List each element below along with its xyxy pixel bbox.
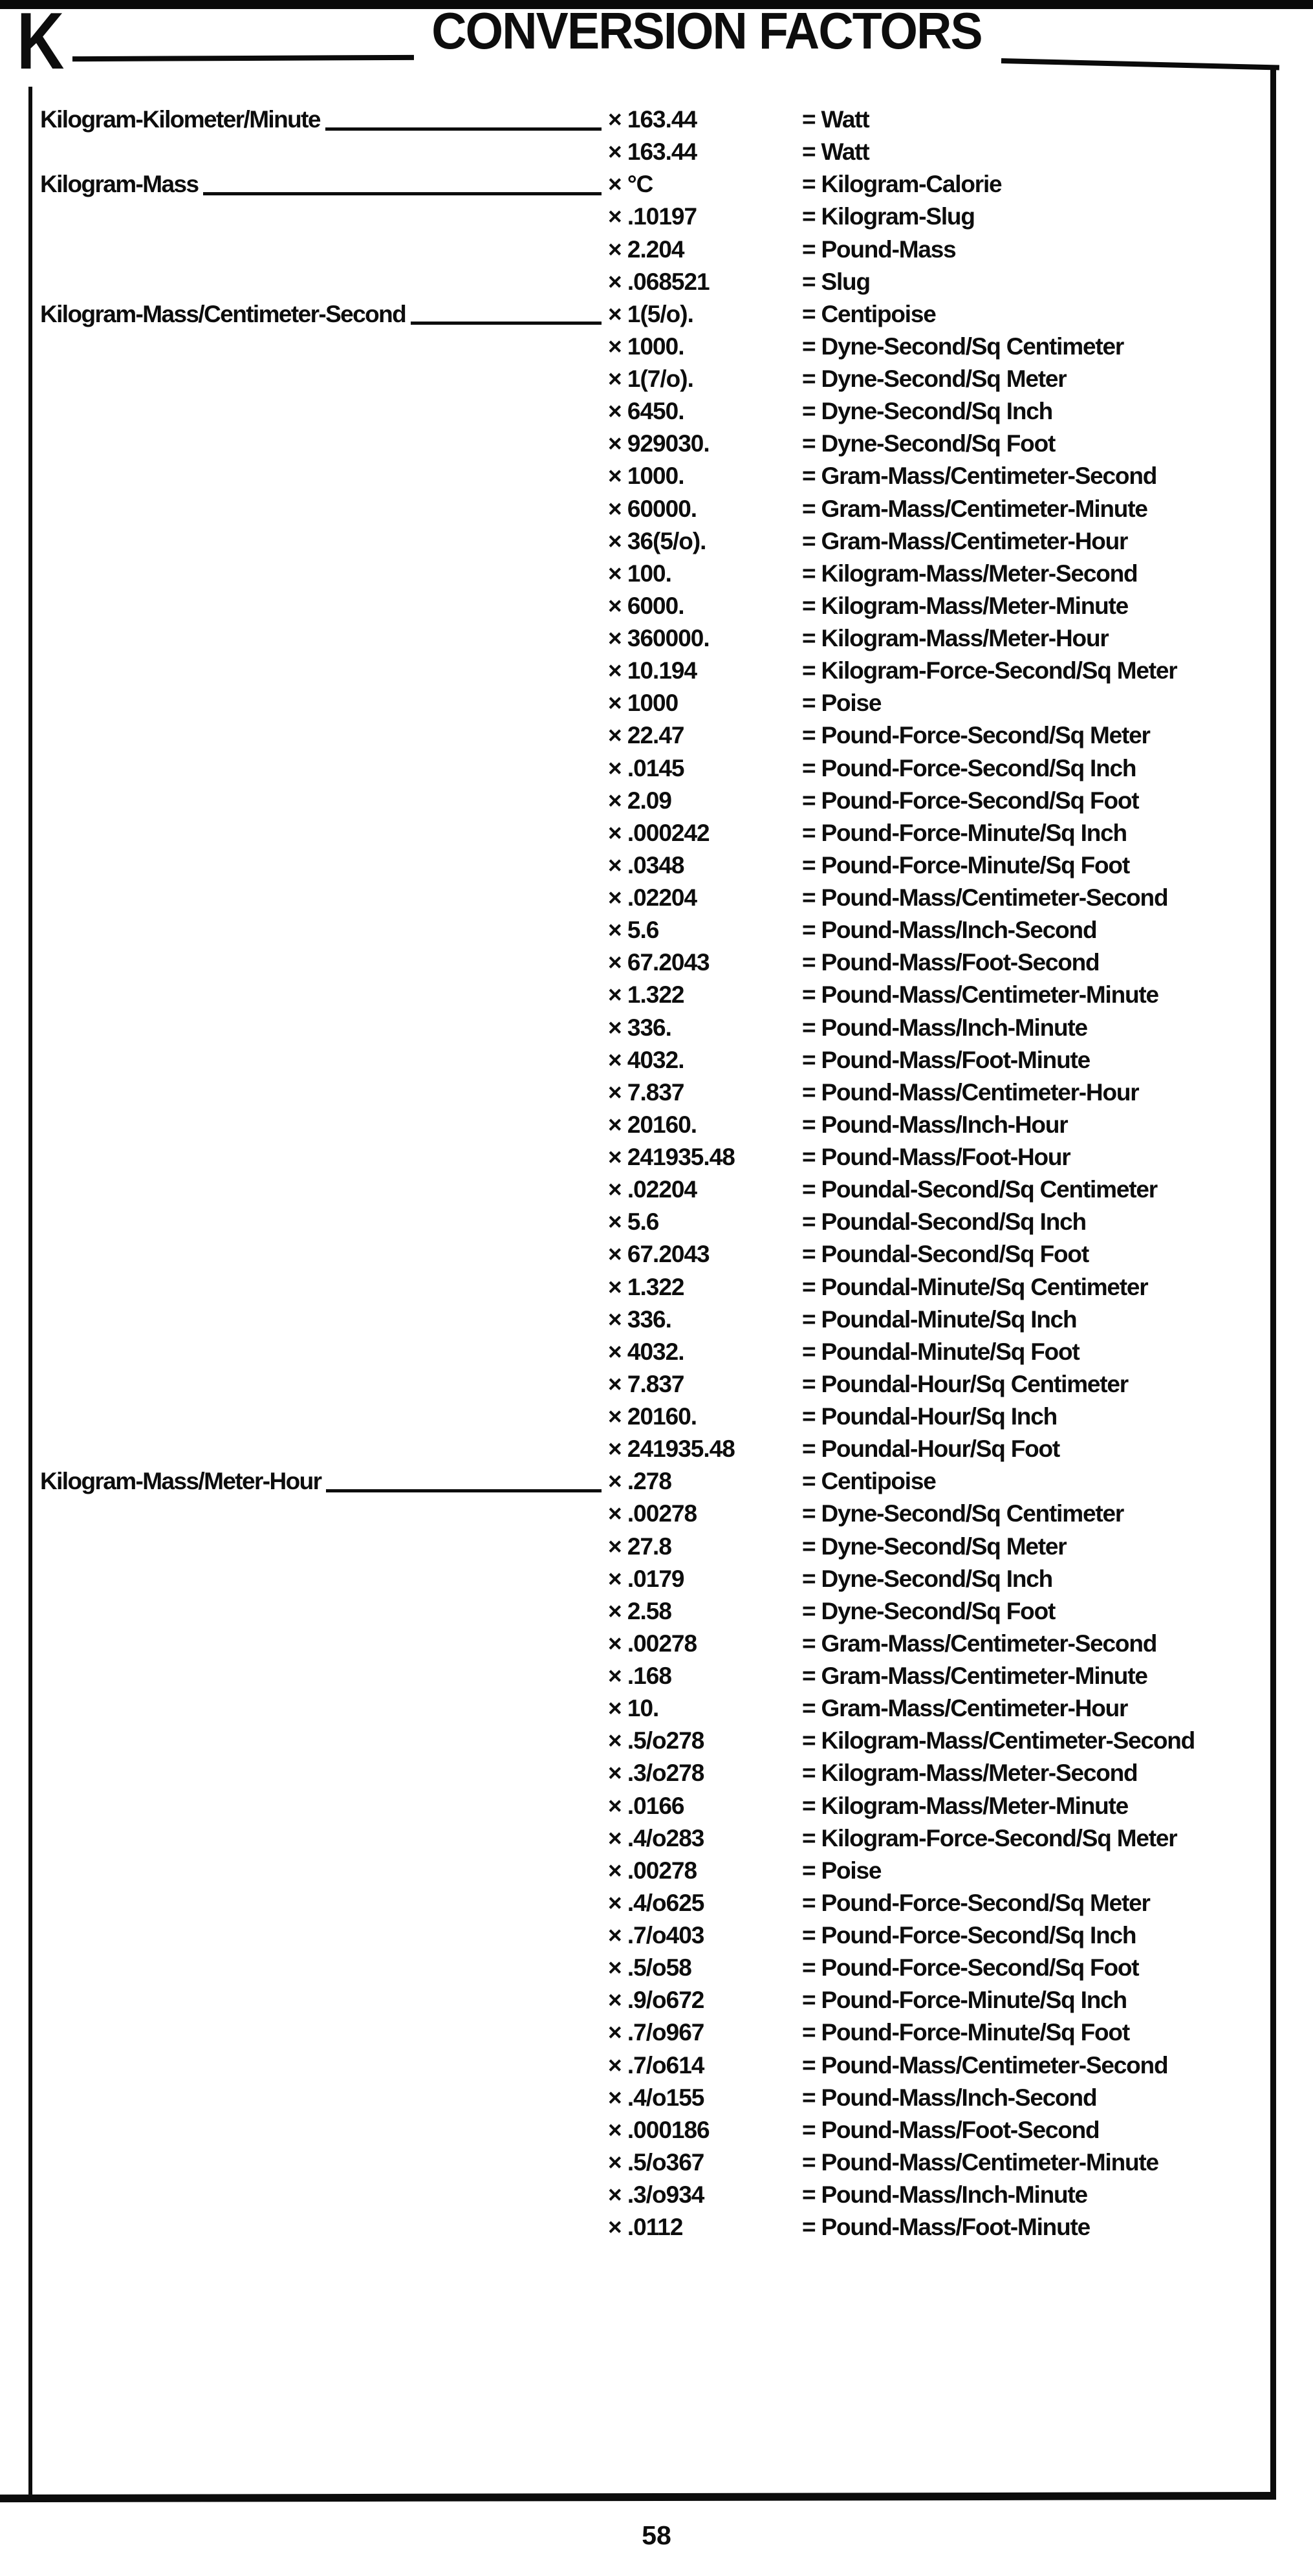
conversion-result: = Dyne-Second/Sq Centimeter <box>802 1500 1124 1527</box>
conversion-factor: × 336. <box>608 1014 671 1041</box>
conversion-result: = Pound-Mass/Foot-Second <box>802 2116 1100 2143</box>
source-unit-cell <box>40 1468 608 1495</box>
table-row <box>40 785 1268 817</box>
conversion-result: = Kilogram-Mass/Meter-Second <box>802 1760 1138 1787</box>
table-row <box>40 1692 1268 1725</box>
table-row <box>40 1465 1268 1498</box>
conversion-result: = Centipoise <box>802 1468 936 1495</box>
table-row <box>40 1725 1268 1757</box>
conversion-factor: × .10197 <box>608 203 697 230</box>
table-row <box>40 363 1268 395</box>
conversion-factor: × .068521 <box>608 268 710 295</box>
table-row <box>40 622 1268 655</box>
conversion-factor: × .02204 <box>608 884 697 911</box>
table-row <box>40 1855 1268 1887</box>
conversion-factor: × 929030. <box>608 430 710 457</box>
conversion-factor: × .000242 <box>608 819 710 846</box>
table-row <box>40 1012 1268 1044</box>
table-row <box>40 1822 1268 1855</box>
conversion-factor: × .5/o367 <box>608 2148 704 2176</box>
table-row <box>40 1238 1268 1271</box>
conversion-result: = Gram-Mass/Centimeter-Second <box>802 1630 1157 1657</box>
conversion-factor: × 60000. <box>608 495 697 522</box>
table-row <box>40 849 1268 882</box>
table-row <box>40 2114 1268 2146</box>
conversion-result: = Pound-Mass/Inch-Minute <box>802 2181 1087 2209</box>
table-row <box>40 1206 1268 1238</box>
table-row <box>40 2049 1268 2082</box>
conversion-result: = Pound-Mass/Foot-Minute <box>802 2214 1090 2241</box>
conversion-result: = Poundal-Hour/Sq Inch <box>802 1403 1057 1430</box>
table-row <box>40 234 1268 266</box>
conversion-factor: × 1000. <box>608 463 684 490</box>
table-row <box>40 2146 1268 2179</box>
conversion-factor: × 67.2043 <box>608 949 710 976</box>
conversion-factor: × 7.837 <box>608 1370 684 1397</box>
conversion-factor: × 7.837 <box>608 1078 684 1106</box>
conversion-result: = Dyne-Second/Sq Inch <box>802 1565 1053 1592</box>
table-row <box>40 460 1268 492</box>
conversion-factor: × 336. <box>608 1305 671 1333</box>
table-row <box>40 1563 1268 1595</box>
table-row <box>40 1109 1268 1141</box>
conversion-factor: × 163.44 <box>608 138 697 166</box>
table-row <box>40 719 1268 752</box>
conversion-result: = Gram-Mass/Centimeter-Hour <box>802 1695 1128 1722</box>
table-row <box>40 1336 1268 1368</box>
conversion-result: = Dyne-Second/Sq Meter <box>802 1533 1067 1560</box>
conversion-factor: × .3/o934 <box>608 2181 704 2209</box>
table-row <box>40 136 1268 168</box>
conversion-result: = Pound-Force-Minute/Sq Foot <box>802 851 1129 879</box>
table-row <box>40 395 1268 428</box>
conversion-factor: × .5/o278 <box>608 1727 704 1754</box>
table-row <box>40 525 1268 558</box>
conversion-result: = Poise <box>802 690 882 717</box>
conversion-factor: × 1.322 <box>608 981 684 1009</box>
conversion-result: = Pound-Mass/Centimeter-Second <box>802 2051 1168 2079</box>
conversion-factor: × .00278 <box>608 1500 697 1527</box>
table-row <box>40 914 1268 946</box>
conversion-result: = Pound-Mass/Inch-Second <box>802 917 1097 944</box>
table-row <box>40 1271 1268 1304</box>
conversion-result: = Pound-Force-Minute/Sq Foot <box>802 2019 1129 2046</box>
conversion-factor: × .7/o967 <box>608 2019 704 2046</box>
conversion-result: = Pound-Mass <box>802 235 956 263</box>
leader-line <box>325 127 602 131</box>
conversion-factor: × 20160. <box>608 1403 697 1430</box>
content-border-left <box>28 87 32 2494</box>
conversion-factor: × .4/o625 <box>608 1889 704 1916</box>
conversion-result: = Dyne-Second/Sq Inch <box>802 398 1053 425</box>
conversion-result: = Pound-Force-Second/Sq Inch <box>802 1922 1136 1949</box>
table-row <box>40 1076 1268 1109</box>
table-row <box>40 1595 1268 1628</box>
conversion-factor: × .9/o672 <box>608 1987 704 2014</box>
conversion-factor: × .0348 <box>608 851 684 879</box>
table-row <box>40 2179 1268 2211</box>
conversion-result: = Pound-Mass/Centimeter-Minute <box>802 2148 1158 2176</box>
conversion-factor: × 2.09 <box>608 787 671 814</box>
conversion-factor: × 6000. <box>608 592 684 619</box>
table-row <box>40 2082 1268 2114</box>
conversion-result: = Pound-Force-Second/Sq Inch <box>802 754 1136 781</box>
table-row <box>40 428 1268 460</box>
conversion-factor: × 1(7/o). <box>608 366 693 393</box>
conversion-factor: × 6450. <box>608 398 684 425</box>
conversion-factor: × .7/o614 <box>608 2051 704 2079</box>
conversion-factor: × 5.6 <box>608 917 659 944</box>
table-row <box>40 1887 1268 1919</box>
conversion-factor: × 2.58 <box>608 1597 671 1624</box>
table-row <box>40 2016 1268 2049</box>
table-row <box>40 1984 1268 2016</box>
table-row <box>40 558 1268 590</box>
conversion-result: = Pound-Mass/Foot-Hour <box>802 1144 1070 1171</box>
conversion-result: = Kilogram-Mass/Meter-Second <box>802 560 1138 587</box>
conversion-result: = Gram-Mass/Centimeter-Minute <box>802 495 1147 522</box>
conversion-table <box>40 104 1268 2243</box>
table-row <box>40 201 1268 233</box>
conversion-result: = Pound-Mass/Inch-Minute <box>802 1014 1087 1041</box>
conversion-factor: × .5/o58 <box>608 1954 691 1981</box>
table-row <box>40 493 1268 525</box>
table-row <box>40 1304 1268 1336</box>
conversion-factor: × 1.322 <box>608 1273 684 1300</box>
header-rule-left <box>72 55 414 61</box>
conversion-factor: × .02204 <box>608 1176 697 1203</box>
conversion-result: = Kilogram-Mass/Meter-Minute <box>802 592 1129 619</box>
table-row <box>40 1141 1268 1173</box>
source-unit-label: Kilogram-Mass <box>40 171 199 198</box>
conversion-factor: × 1000 <box>608 690 678 717</box>
conversion-result: = Pound-Force-Minute/Sq Inch <box>802 1987 1127 2014</box>
table-row <box>40 1044 1268 1076</box>
header-rule-right <box>1001 58 1279 71</box>
conversion-result: = Dyne-Second/Sq Foot <box>802 1597 1056 1624</box>
content-border-bottom <box>0 2492 1276 2502</box>
conversion-result: = Pound-Mass/Centimeter-Minute <box>802 981 1158 1009</box>
conversion-result: = Poundal-Minute/Sq Centimeter <box>802 1273 1148 1300</box>
conversion-result: = Pound-Force-Second/Sq Foot <box>802 787 1139 814</box>
content-border-right <box>1270 66 1276 2494</box>
conversion-result: = Gram-Mass/Centimeter-Minute <box>802 1663 1147 1690</box>
table-row <box>40 1433 1268 1465</box>
table-row <box>40 1952 1268 1984</box>
conversion-factor: × 241935.48 <box>608 1144 735 1171</box>
conversion-factor: × 100. <box>608 560 671 587</box>
conversion-factor: × 241935.48 <box>608 1435 735 1463</box>
conversion-factor: × .3/o278 <box>608 1760 704 1787</box>
conversion-result: = Pound-Mass/Centimeter-Hour <box>802 1078 1139 1106</box>
conversion-result: = Kilogram-Slug <box>802 203 975 230</box>
conversion-result: = Slug <box>802 268 870 295</box>
table-row <box>40 104 1268 136</box>
conversion-factor: × .0145 <box>608 754 684 781</box>
conversion-factor: × .00278 <box>608 1857 697 1884</box>
conversion-factor: × .278 <box>608 1468 671 1495</box>
conversion-result: = Poise <box>802 1857 882 1884</box>
page-number: 58 <box>642 2520 671 2550</box>
table-row <box>40 1660 1268 1692</box>
conversion-result: = Gram-Mass/Centimeter-Hour <box>802 527 1128 554</box>
conversion-result: = Pound-Mass/Foot-Second <box>802 949 1100 976</box>
conversion-factor: × 27.8 <box>608 1533 671 1560</box>
conversion-factor: × 4032. <box>608 1046 684 1073</box>
conversion-result: = Pound-Mass/Inch-Second <box>802 2084 1097 2111</box>
conversion-factor: × 20160. <box>608 1111 697 1138</box>
conversion-factor: × 36(5/o). <box>608 527 706 554</box>
conversion-factor: × 67.2043 <box>608 1241 710 1268</box>
conversion-result: = Dyne-Second/Sq Centimeter <box>802 333 1124 360</box>
conversion-result: = Pound-Force-Minute/Sq Inch <box>802 819 1127 846</box>
conversion-result: = Poundal-Hour/Sq Centimeter <box>802 1370 1128 1397</box>
conversion-result: = Kilogram-Mass/Centimeter-Second <box>802 1727 1195 1754</box>
conversion-result: = Pound-Mass/Centimeter-Second <box>802 884 1168 911</box>
table-row <box>40 655 1268 687</box>
conversion-result: = Poundal-Hour/Sq Foot <box>802 1435 1060 1463</box>
conversion-result: = Pound-Mass/Foot-Minute <box>802 1046 1090 1073</box>
table-row <box>40 752 1268 785</box>
conversion-result: = Dyne-Second/Sq Meter <box>802 366 1067 393</box>
conversion-factor: × .0179 <box>608 1565 684 1592</box>
conversion-result: = Pound-Mass/Inch-Hour <box>802 1111 1068 1138</box>
conversion-result: = Kilogram-Mass/Meter-Minute <box>802 1792 1129 1819</box>
conversion-result: = Kilogram-Mass/Meter-Hour <box>802 625 1109 652</box>
table-row <box>40 1173 1268 1206</box>
conversion-result: = Poundal-Minute/Sq Inch <box>802 1305 1077 1333</box>
table-row <box>40 687 1268 719</box>
table-row <box>40 266 1268 298</box>
table-row <box>40 1401 1268 1433</box>
table-row <box>40 946 1268 979</box>
conversion-factor: × 10.194 <box>608 657 697 684</box>
table-row <box>40 298 1268 331</box>
table-row <box>40 1919 1268 1952</box>
conversion-factor: × .168 <box>608 1663 671 1690</box>
source-unit-cell <box>40 106 608 133</box>
source-unit-label: Kilogram-Kilometer/Minute <box>40 106 320 133</box>
source-unit-label: Kilogram-Mass/Centimeter-Second <box>40 300 406 327</box>
conversion-result: = Watt <box>802 138 869 166</box>
leader-line <box>411 322 602 325</box>
conversion-factor: × 5.6 <box>608 1208 659 1236</box>
conversion-factor: × 22.47 <box>608 722 684 749</box>
conversion-factor: × .000186 <box>608 2116 710 2143</box>
table-row <box>40 2211 1268 2243</box>
conversion-result: = Watt <box>802 106 869 133</box>
conversion-result: = Pound-Force-Second/Sq Foot <box>802 1954 1139 1981</box>
conversion-result: = Poundal-Minute/Sq Foot <box>802 1338 1080 1365</box>
conversion-factor: × 1(5/o). <box>608 300 693 327</box>
conversion-factor: × 2.204 <box>608 235 684 263</box>
conversion-result: = Poundal-Second/Sq Centimeter <box>802 1176 1157 1203</box>
section-letter: K <box>17 0 61 86</box>
table-row <box>40 331 1268 363</box>
conversion-factor: × 360000. <box>608 625 710 652</box>
conversion-factor: × 10. <box>608 1695 659 1722</box>
table-row <box>40 1368 1268 1401</box>
conversion-result: = Dyne-Second/Sq Foot <box>802 430 1056 457</box>
table-row <box>40 882 1268 914</box>
table-row <box>40 168 1268 201</box>
conversion-factor: × °C <box>608 171 653 198</box>
conversion-factor: × .0112 <box>608 2214 683 2241</box>
conversion-result: = Centipoise <box>802 300 936 327</box>
table-row <box>40 1531 1268 1563</box>
conversion-factor: × 4032. <box>608 1338 684 1365</box>
leader-line <box>326 1489 602 1492</box>
source-unit-label: Kilogram-Mass/Meter-Hour <box>40 1468 321 1495</box>
conversion-result: = Poundal-Second/Sq Inch <box>802 1208 1086 1236</box>
table-row <box>40 590 1268 622</box>
table-row <box>40 817 1268 849</box>
leader-line <box>203 192 602 195</box>
conversion-result: = Kilogram-Calorie <box>802 171 1002 198</box>
table-row <box>40 1757 1268 1789</box>
page-title: CONVERSION FACTORS <box>431 2 982 60</box>
conversion-result: = Kilogram-Force-Second/Sq Meter <box>802 1824 1177 1851</box>
conversion-result: = Pound-Force-Second/Sq Meter <box>802 722 1150 749</box>
source-unit-cell <box>40 301 608 328</box>
conversion-factor: × .4/o155 <box>608 2084 704 2111</box>
conversion-result: = Gram-Mass/Centimeter-Second <box>802 463 1157 490</box>
conversion-result: = Kilogram-Force-Second/Sq Meter <box>802 657 1177 684</box>
conversion-factor: × .7/o403 <box>608 1922 704 1949</box>
conversion-factor: × 1000. <box>608 333 684 360</box>
table-row <box>40 1790 1268 1822</box>
conversion-result: = Pound-Force-Second/Sq Meter <box>802 1889 1150 1916</box>
table-row <box>40 1498 1268 1530</box>
table-row <box>40 1628 1268 1660</box>
conversion-factor: × .0166 <box>608 1792 684 1819</box>
source-unit-cell <box>40 171 608 198</box>
conversion-result: = Poundal-Second/Sq Foot <box>802 1241 1089 1268</box>
conversion-factor: × .4/o283 <box>608 1824 704 1851</box>
conversion-factor: × 163.44 <box>608 106 697 133</box>
table-row <box>40 979 1268 1011</box>
conversion-factor: × .00278 <box>608 1630 697 1657</box>
